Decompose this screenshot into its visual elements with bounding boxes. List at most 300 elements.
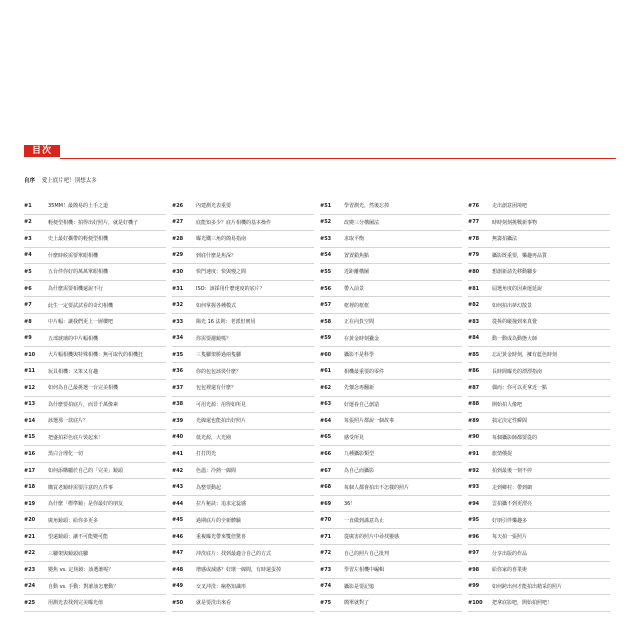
toc-entry	[468, 380, 610, 397]
entry-number: #4	[24, 252, 32, 259]
entry-title: 攝影是要記憶	[344, 583, 375, 590]
entry-number: #94	[468, 500, 480, 507]
entry-number: #26	[172, 202, 184, 209]
toc-entry	[24, 248, 166, 265]
toc-entry	[172, 363, 314, 380]
entry-title: 搞定決定性瞬間	[492, 418, 528, 425]
toc-entry	[172, 380, 314, 397]
entry-title: 帶入前景	[344, 286, 365, 292]
toc-entry	[24, 512, 166, 529]
toc-column-4	[468, 198, 610, 612]
entry-number: #47	[172, 550, 184, 557]
entry-number: #2	[24, 219, 32, 226]
toc-entry	[320, 512, 462, 529]
entry-number: #1	[24, 202, 32, 209]
entry-title: 36！	[344, 501, 356, 508]
preface-entry	[24, 177, 97, 185]
toc-entry	[468, 231, 610, 248]
toc-entry	[320, 380, 462, 397]
entry-number: #15	[24, 434, 36, 441]
toc-entry	[320, 496, 462, 513]
entry-number: #39	[172, 417, 184, 424]
toc-entry	[172, 595, 314, 612]
toc-entry	[172, 545, 314, 562]
entry-title: 如何為自己最挑選一台完美相機	[48, 385, 119, 392]
entry-title: 時時刻刻挑戰新事物	[492, 219, 538, 226]
toc-entry	[468, 529, 610, 546]
entry-number: #71	[320, 533, 332, 540]
toc-entry	[24, 479, 166, 496]
entry-number: #30	[172, 268, 184, 275]
entry-number: #45	[172, 517, 184, 524]
toc-entry	[320, 446, 462, 463]
entry-title: 好運眷自己創造	[344, 401, 380, 408]
entry-number: #55	[320, 268, 332, 275]
entry-number: #51	[320, 202, 332, 209]
toc-entry	[320, 264, 462, 281]
toc-entry	[172, 479, 314, 496]
toc-entry	[24, 545, 166, 562]
toc-entry	[468, 595, 610, 612]
entry-number: #14	[24, 417, 36, 424]
toc-entry	[172, 281, 314, 298]
entry-title: 給你家的喜業術	[492, 567, 528, 574]
entry-title: 拉片秘訣：追求定蕊感	[196, 501, 247, 508]
entry-title: 就是要洗出來看	[196, 600, 232, 607]
entry-number: #44	[172, 500, 184, 507]
entry-number: #54	[320, 252, 332, 259]
entry-title: 分享出版的作品	[492, 550, 528, 557]
entry-title: 一直做到滿意為止	[344, 517, 385, 524]
entry-number: #75	[320, 599, 332, 606]
toc-entry	[468, 347, 610, 364]
entry-title: 近距離構圖	[344, 269, 370, 276]
entry-number: #23	[24, 566, 36, 573]
entry-title: 先懷念再翻新	[344, 385, 375, 392]
entry-title: 學習測光，然後忘掉	[344, 203, 390, 210]
entry-number: #60	[320, 351, 332, 358]
heading-rule	[60, 158, 616, 159]
entry-title: 每天拍一張照片	[492, 534, 528, 541]
entry-number: #95	[468, 517, 480, 524]
entry-title: 如何拍出夢幻散景	[492, 302, 533, 309]
entry-number: #61	[320, 368, 332, 375]
entry-title: 三隻腳架勝過兩隻腳	[196, 352, 242, 359]
toc-entry	[320, 347, 462, 364]
entry-number: #46	[172, 533, 184, 540]
entry-number: #24	[24, 583, 36, 590]
toc-entry	[468, 363, 610, 380]
entry-title: 底能知多少？底片相機的基本操作	[196, 219, 272, 226]
entry-title: 正在向負空間	[344, 319, 375, 326]
toc-entry	[24, 330, 166, 347]
entry-number: #68	[320, 484, 332, 491]
toc-entry	[24, 579, 166, 596]
entry-number: #48	[172, 566, 184, 573]
toc-entry	[24, 231, 166, 248]
entry-number: #52	[320, 219, 332, 226]
entry-title: 把盛拍彩色底片裝起來！	[48, 434, 104, 441]
entry-title: 三腳架與鏡頭底腳	[48, 550, 89, 557]
entry-title: 為什麼要拍底片，而非千萬像素	[48, 401, 119, 408]
toc-entry	[320, 479, 462, 496]
entry-title: 你需要濾鏡嗎？	[196, 335, 232, 342]
toc-entry	[320, 314, 462, 331]
entry-title: 增感或減感？好壞一線間，有時還蛋掉	[196, 567, 282, 574]
entry-number: #81	[468, 285, 480, 292]
toc-entry	[172, 314, 314, 331]
entry-title: 雲拍攝不到更漂亮	[492, 501, 533, 508]
toc-entry	[468, 446, 610, 463]
entry-title: 九種攝影類型	[344, 451, 375, 458]
toc-entry	[320, 545, 462, 562]
entry-number: #12	[24, 384, 36, 391]
toc-heading: 目次	[24, 145, 60, 157]
toc-entry	[468, 330, 610, 347]
entry-number: #36	[172, 368, 184, 375]
toc-entry	[468, 215, 610, 232]
toc-entry	[24, 264, 166, 281]
entry-title: 偶而：你可以更拿近一點	[492, 385, 548, 392]
toc-entry	[24, 430, 166, 447]
entry-number: #28	[172, 235, 184, 242]
entry-number: #34	[172, 335, 184, 342]
entry-number: #58	[320, 318, 332, 325]
entry-number: #78	[468, 235, 480, 242]
entry-title: 框裡的框框	[344, 302, 370, 309]
entry-number: #56	[320, 285, 332, 292]
entry-number: #25	[24, 599, 36, 606]
entry-number: #100	[468, 599, 483, 606]
entry-number: #64	[320, 417, 332, 424]
entry-number: #38	[172, 401, 184, 408]
entry-number: #21	[24, 533, 36, 540]
toc-entry	[24, 198, 166, 215]
toc-entry	[24, 397, 166, 414]
entry-number: #79	[468, 252, 480, 259]
entry-number: #73	[320, 566, 332, 573]
entry-number: #87	[468, 384, 480, 391]
toc-entry	[172, 512, 314, 529]
entry-number: #3	[24, 235, 32, 242]
entry-title: 如何掌握各種模式	[196, 302, 237, 309]
toc-entry	[24, 595, 166, 612]
entry-number: #98	[468, 566, 480, 573]
entry-title: 快門速度：快與慢之間	[196, 269, 247, 276]
entry-title: 置置錯焦點	[344, 252, 370, 259]
entry-number: #6	[24, 285, 32, 292]
entry-title: 內建測光表重要	[196, 203, 232, 210]
entry-number: #80	[468, 268, 480, 275]
entry-title: 色溫：冷熱一線間	[196, 468, 237, 475]
toc-entry	[24, 413, 166, 430]
toc-entry	[24, 380, 166, 397]
entry-number: #32	[172, 302, 184, 309]
toc-entry	[172, 529, 314, 546]
entry-title: 包包裡還有什麼？	[196, 385, 237, 392]
toc-entry	[468, 545, 610, 562]
entry-number: #96	[468, 533, 480, 540]
entry-title: 望遠鏡頭：讓不可能變可能	[48, 534, 109, 541]
entry-number: #90	[468, 434, 480, 441]
entry-title: 如何添購屬於自己的「完美」鏡頭	[48, 468, 124, 475]
entry-title: 用測光表找到完美曝光值	[48, 600, 104, 607]
entry-number: #11	[24, 368, 36, 375]
entry-title: 自己的照片自己批判	[344, 550, 390, 557]
toc-entry	[24, 363, 166, 380]
entry-number: #13	[24, 401, 36, 408]
toc-entry	[24, 281, 166, 298]
entry-number: #92	[468, 467, 480, 474]
preface-label: 自序	[24, 178, 36, 184]
entry-title: 中片幅：讓我們更上一層樓吧	[48, 319, 114, 326]
entry-title: 為什麼「標準鏡」是你最好的朋友	[48, 501, 124, 508]
entry-title: ISO：該採用什麼速度的底片？	[196, 286, 265, 292]
entry-number: #8	[24, 318, 32, 325]
entry-title: 自動 vs. 手動：對誰該怎麼動？	[48, 583, 119, 590]
entry-number: #86	[468, 368, 480, 375]
entry-title: 可用光源：用得如所見	[196, 401, 247, 408]
entry-number: #7	[24, 302, 32, 309]
entry-title: 忘記黃金時刻，擁有藍色時刻	[492, 352, 558, 359]
toc-entry	[468, 248, 610, 265]
entry-title: 旅情俄捉	[492, 451, 513, 458]
entry-title: 好朋引伴樂趣多	[492, 517, 528, 524]
entry-title: 此生一定要試試看的奇幻相機	[48, 302, 114, 309]
entry-number: #77	[468, 219, 480, 226]
entry-number: #76	[468, 202, 480, 209]
toc-entry	[24, 562, 166, 579]
entry-number: #99	[468, 583, 480, 590]
entry-number: #65	[320, 434, 332, 441]
entry-number: #22	[24, 550, 36, 557]
entry-number: #16	[24, 450, 36, 457]
entry-title: 開始拍人像吧	[492, 401, 523, 408]
toc-entry	[24, 215, 166, 232]
toc-entry	[320, 562, 462, 579]
entry-number: #67	[320, 467, 332, 474]
entry-number: #10	[24, 351, 36, 358]
entry-number: #97	[468, 550, 480, 557]
entry-title: 相機最重要的零件	[344, 368, 385, 375]
entry-title: 每個攝影師都要從的	[492, 434, 538, 441]
preface-title: 愛上底片吧！別想太多	[41, 178, 97, 184]
toc-entry	[172, 264, 314, 281]
entry-title: 每張照片都說一個故事	[344, 418, 395, 425]
entry-number: #37	[172, 384, 184, 391]
entry-number: #82	[468, 302, 480, 309]
entry-title: 曝光鐵三角的簡易指南	[196, 236, 247, 243]
toc-entry	[320, 330, 462, 347]
toc-entry	[172, 496, 314, 513]
entry-title: 什麼時候需要單眼相機	[48, 252, 99, 259]
toc-entry	[172, 215, 314, 232]
entry-title: 交叉沖洗：瘋格知識形	[196, 583, 247, 590]
entry-number: #5	[24, 268, 32, 275]
toc-entry	[172, 248, 314, 265]
entry-title: 簡單就對了	[344, 600, 370, 607]
toc-entry	[320, 463, 462, 480]
entry-title: 求取平衡	[344, 236, 365, 243]
entry-number: #49	[172, 583, 184, 590]
entry-title: 該選那一款底片？	[48, 418, 89, 425]
entry-title: 長時間曝光的漂漂指南	[492, 368, 543, 375]
entry-title: 重複曝光帶來雙倍驚喜	[196, 534, 247, 541]
toc-entry	[24, 529, 166, 546]
entry-number: #69	[320, 500, 332, 507]
entry-title: 大片幅相機與特殊相機：無可取代的相機狂	[48, 352, 144, 359]
toc-column-2	[172, 198, 314, 612]
toc-entry	[320, 215, 462, 232]
entry-title: 走到鄉村：帶到網	[492, 484, 533, 491]
toc-entry	[468, 512, 610, 529]
entry-title: 購買老鏡時需要注意的五件事	[48, 484, 114, 491]
entry-title: 史上最好攜帶的輕便型相機	[48, 236, 109, 243]
toc-entry	[468, 496, 610, 513]
toc-entry	[320, 579, 462, 596]
toc-entry	[468, 198, 610, 215]
toc-entry	[172, 463, 314, 480]
entry-title: 學習左相機中編輯	[344, 567, 385, 574]
toc-entry	[320, 231, 462, 248]
toc-entry	[320, 248, 462, 265]
toc-column-1	[24, 198, 166, 612]
entry-title: 玩具相機：又笨又有趣	[48, 368, 99, 375]
entry-title: 從廣害的照片中尋找靈感	[344, 534, 400, 541]
entry-number: #33	[172, 318, 184, 325]
entry-number: #53	[320, 235, 332, 242]
toc-entry	[320, 413, 462, 430]
toc-entry	[320, 281, 462, 298]
entry-title: 從拆的碰撞到來真覺	[492, 319, 538, 326]
entry-number: #88	[468, 401, 480, 408]
entry-title: 攝影既重要，樂趣再品質	[492, 252, 548, 259]
toc-entry	[24, 297, 166, 314]
entry-number: #63	[320, 401, 332, 408]
entry-title: 你的包包該裝什麼？	[196, 368, 242, 375]
entry-title: 五部琥璃的中片幅相機	[48, 335, 99, 342]
entry-title: 在黃金時刻獵金	[344, 335, 380, 342]
entry-title: 五台伴你好的萬萬單眼相機	[48, 269, 109, 276]
entry-number: #59	[320, 335, 332, 342]
entry-number: #57	[320, 302, 332, 309]
entry-title: 到底什麼是焦深？	[196, 252, 237, 259]
toc-entry	[172, 297, 314, 314]
entry-title: 35MM！最簡易的上手之道	[48, 203, 108, 210]
entry-title: 屆選角度的因素運延說	[492, 286, 543, 292]
entry-number: #93	[468, 484, 480, 491]
toc-entry	[468, 297, 610, 314]
entry-number: #17	[24, 467, 36, 474]
entry-title: 無籌拍攝法	[492, 236, 518, 243]
entry-number: #83	[468, 318, 480, 325]
entry-title: 走出創意困境吧	[492, 203, 528, 210]
toc-entry	[24, 463, 166, 480]
toc-entry	[468, 264, 610, 281]
toc-entry	[320, 595, 462, 612]
entry-title: 每個人都會拍出不怎樣的照片	[344, 484, 410, 491]
toc-entry	[468, 463, 610, 480]
entry-title: 過期底片的全新體驗	[196, 517, 242, 524]
entry-number: #29	[172, 252, 184, 259]
entry-number: #89	[468, 417, 480, 424]
entry-title: 為自己而攝影	[344, 468, 375, 475]
entry-title: 改變三分構圖法	[344, 219, 380, 226]
toc-entry	[468, 281, 610, 298]
entry-number: #74	[320, 583, 332, 590]
entry-title: 如何跨出何才能拍出精采的照片	[492, 583, 563, 590]
entry-number: #35	[172, 351, 184, 358]
entry-title: 想創新請先移動腳步	[492, 269, 538, 276]
toc-entry	[468, 413, 610, 430]
toc-entry	[172, 579, 314, 596]
entry-number: #20	[24, 517, 36, 524]
entry-title: 陽光 16 法則：老派但實用	[196, 319, 256, 326]
entry-title: 為整票動起	[196, 484, 222, 491]
entry-title: 沖洗底片：找到最適合自己的方式	[196, 550, 272, 557]
entry-number: #31	[172, 285, 184, 292]
toc-entry	[320, 529, 462, 546]
toc-entry	[468, 562, 610, 579]
toc-entry	[172, 330, 314, 347]
entry-title: 光線還也能拍出好照片	[196, 418, 247, 425]
toc-entry	[24, 496, 166, 513]
toc-entry	[24, 446, 166, 463]
toc-entry	[320, 297, 462, 314]
entry-title: 低光源，大光圈	[196, 434, 232, 441]
toc-entry	[320, 430, 462, 447]
entry-title: 廣角鏡頭：給你多更多	[48, 517, 99, 524]
toc-entry	[172, 430, 314, 447]
toc-entry	[172, 347, 314, 364]
entry-number: #70	[320, 517, 332, 524]
entry-title: 動一動成為動態大師	[492, 335, 538, 342]
toc-column-3	[320, 198, 462, 612]
entry-number: #85	[468, 351, 480, 358]
entry-title: 拍到最後一刻不停	[492, 468, 533, 475]
entry-number: #18	[24, 484, 36, 491]
toc-entry	[24, 314, 166, 331]
toc-entry	[320, 397, 462, 414]
toc-entry	[172, 413, 314, 430]
entry-number: #91	[468, 450, 480, 457]
entry-number: #41	[172, 450, 184, 457]
entry-number: #19	[24, 500, 36, 507]
entry-title: 為什麼需要相機還說不行	[48, 286, 104, 292]
entry-number: #50	[172, 599, 184, 606]
entry-number: #43	[172, 484, 184, 491]
entry-title: 變焦 vs. 定焦鏡：該選誰呢？	[48, 567, 114, 574]
toc-entry	[172, 562, 314, 579]
toc-entry	[468, 397, 610, 414]
entry-title: 把拿底影吧，開始拍照吧！	[492, 600, 553, 607]
entry-number: #72	[320, 550, 332, 557]
entry-title: 打打閃光	[196, 451, 217, 458]
entry-number: #62	[320, 384, 332, 391]
toc-entry	[24, 347, 166, 364]
entry-number: #40	[172, 434, 184, 441]
toc-entry	[172, 446, 314, 463]
toc-entry	[320, 198, 462, 215]
toc-entry	[172, 231, 314, 248]
entry-number: #66	[320, 450, 332, 457]
entry-title: 感受所見	[344, 434, 365, 441]
toc-entry	[468, 479, 610, 496]
entry-number: #42	[172, 467, 184, 474]
entry-number: #27	[172, 219, 184, 226]
toc-entry	[320, 363, 462, 380]
entry-title: 輕便型相機：拍得出好照片，就是好機子	[48, 219, 139, 226]
